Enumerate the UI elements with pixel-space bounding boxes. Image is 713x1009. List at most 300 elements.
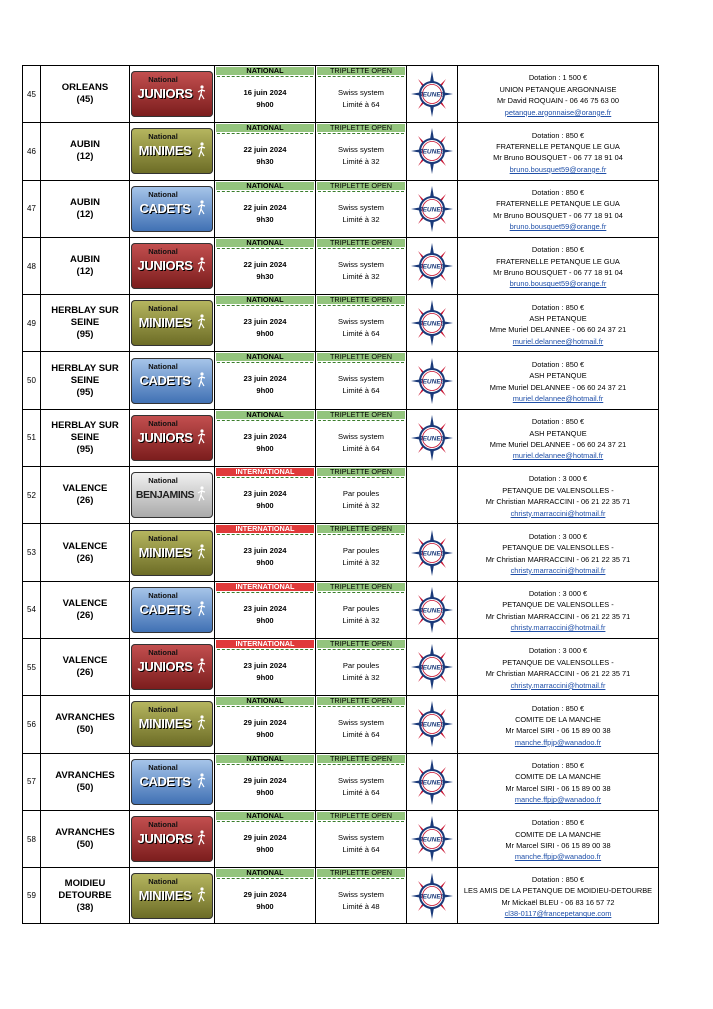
category-badge — [131, 358, 213, 404]
format-header: TRIPLETTE OPEN — [317, 869, 405, 877]
level-header: INTERNATIONAL — [216, 583, 314, 591]
divider — [318, 821, 404, 822]
event-time: 9h00 — [256, 902, 274, 912]
logo-cell — [407, 524, 458, 580]
badge-level: National — [148, 418, 178, 428]
row-number: 56 — [22, 696, 41, 752]
email-link[interactable]: christy.marraccini@hotmail.fr — [510, 565, 606, 575]
badge-level: National — [148, 705, 178, 715]
category-badge — [131, 243, 213, 289]
divider — [318, 878, 404, 879]
event-time: 9h30 — [256, 214, 274, 224]
contact: Mr Christian MARRACCINI - 06 21 22 35 71 — [485, 611, 631, 621]
logo-cell — [407, 123, 458, 179]
info-cell — [458, 811, 659, 867]
format-header: TRIPLETTE OPEN — [317, 124, 405, 132]
date-cell — [215, 467, 316, 523]
contact: Mr Christian MARRACCINI - 06 21 22 35 71 — [485, 554, 631, 564]
club-name: FRATERNELLE PETANQUE LE GUA — [496, 256, 620, 266]
badge-level: National — [148, 762, 178, 772]
club-name: UNION PETANQUE ARGONNAISE — [499, 84, 617, 94]
badge-level: National — [148, 247, 178, 257]
table-row — [22, 294, 659, 351]
svg-text:JEUNES: JEUNES — [418, 664, 446, 672]
team-limit: Limité à 64 — [342, 844, 380, 854]
badge-level: National — [148, 820, 178, 829]
info-cell — [458, 66, 659, 122]
format-header: TRIPLETTE OPEN — [317, 755, 405, 763]
team-limit: Limité à 64 — [342, 730, 380, 740]
event-date: 29 juin 2024 — [243, 890, 287, 900]
category-cell — [130, 295, 215, 351]
category-cell — [130, 696, 215, 752]
badge-category: JUNIORS — [137, 659, 193, 675]
divider — [217, 133, 313, 134]
club-name: FRATERNELLE PETANQUE LE GUA — [496, 142, 620, 152]
level-header: NATIONAL — [216, 812, 314, 820]
city-cell — [41, 754, 130, 810]
jeunes-compass-logo-icon — [410, 242, 454, 290]
logo-cell — [407, 811, 458, 867]
event-date: 23 juin 2024 — [243, 603, 287, 613]
contact: Mr Bruno BOUSQUET - 06 77 18 91 04 — [493, 153, 623, 163]
category-cell — [130, 639, 215, 695]
jeunes-compass-logo-icon — [410, 414, 454, 462]
city-name: VALENCE — [62, 597, 108, 609]
divider — [318, 362, 404, 363]
divider — [217, 362, 313, 363]
logo-cell — [407, 467, 458, 523]
divider — [318, 764, 404, 765]
format-cell — [316, 66, 407, 122]
format-cell — [316, 410, 407, 466]
event-time: 9h00 — [256, 329, 274, 339]
contact: Mr Marcel SIRI - 06 15 89 00 38 — [505, 841, 611, 850]
jeunes-compass-logo-icon — [410, 185, 454, 233]
city-name: MOIDIEU — [64, 877, 106, 889]
table-row — [22, 695, 659, 752]
category-cell — [130, 811, 215, 867]
city-cell — [41, 410, 130, 466]
department: (26) — [76, 495, 94, 507]
date-cell — [215, 754, 316, 810]
category-cell — [130, 123, 215, 179]
divider — [217, 649, 313, 650]
contact: Mr Bruno BOUSQUET - 06 77 18 91 04 — [493, 210, 623, 220]
event-time: 9h30 — [256, 271, 274, 281]
format-header: TRIPLETTE OPEN — [317, 67, 405, 75]
level-header: NATIONAL — [216, 353, 314, 361]
department: (50) — [76, 839, 94, 850]
team-limit: Limité à 32 — [342, 672, 380, 682]
logo-cell — [407, 181, 458, 237]
event-time: 9h00 — [256, 100, 274, 109]
email-link[interactable]: muriel.delannee@hotmail.fr — [512, 451, 604, 461]
format-cell — [316, 123, 407, 179]
row-number: 45 — [22, 66, 41, 122]
game-system: Swiss system — [338, 890, 384, 900]
dotation: Dotation : 1 500 € — [528, 73, 588, 83]
club-name: PETANQUE DE VALENSOLLES - — [502, 657, 614, 667]
date-cell — [215, 352, 316, 408]
city-cell — [41, 181, 130, 237]
jeunes-compass-logo-icon — [410, 872, 454, 920]
player-icon — [197, 142, 207, 158]
level-header: NATIONAL — [216, 67, 314, 75]
category-cell — [130, 352, 215, 408]
jeunes-compass-logo-icon — [410, 127, 454, 175]
email-link[interactable]: manche.ffpjp@wanadoo.fr — [514, 795, 602, 805]
game-system: Swiss system — [338, 718, 384, 728]
event-date: 23 juin 2024 — [243, 546, 287, 556]
date-cell — [215, 524, 316, 580]
department: (12) — [76, 266, 94, 278]
level-header: NATIONAL — [216, 869, 314, 877]
jeunes-compass-logo-icon — [410, 529, 454, 577]
email-link[interactable]: christy.marraccini@hotmail.fr — [510, 623, 606, 633]
logo-cell — [407, 295, 458, 351]
jeunes-compass-logo-icon — [410, 815, 454, 863]
badge-level: National — [148, 304, 178, 314]
divider — [318, 649, 404, 650]
email-link[interactable]: christy.marraccini@hotmail.fr — [510, 680, 606, 690]
format-cell — [316, 295, 407, 351]
event-date: 23 juin 2024 — [243, 374, 287, 384]
svg-text:JEUNES: JEUNES — [418, 148, 446, 156]
format-header: TRIPLETTE OPEN — [317, 640, 405, 648]
category-cell — [130, 467, 215, 523]
table-row — [22, 581, 659, 638]
logo-cell — [407, 238, 458, 294]
city-cell — [41, 696, 130, 752]
category-badge — [131, 472, 213, 518]
city-name-line2: SEINE — [70, 374, 100, 386]
dotation: Dotation : 3 000 € — [528, 531, 588, 541]
category-badge — [131, 300, 213, 346]
jeunes-compass-logo-icon — [410, 299, 454, 347]
dotation: Dotation : 850 € — [531, 760, 585, 770]
category-badge — [131, 71, 213, 117]
level-header: NATIONAL — [216, 411, 314, 419]
row-number: 49 — [22, 295, 41, 351]
divider — [217, 764, 313, 765]
row-number: 50 — [22, 352, 41, 408]
category-badge — [131, 759, 213, 805]
logo-cell — [407, 66, 458, 122]
badge-category: MINIMES — [138, 143, 192, 159]
badge-category: CADETS — [139, 372, 191, 388]
divider — [318, 76, 404, 77]
team-limit: Limité à 32 — [342, 558, 380, 568]
date-cell — [215, 66, 316, 122]
badge-level: National — [148, 533, 178, 543]
table-row — [22, 638, 659, 695]
game-system: Swiss system — [338, 202, 384, 212]
club-name: ASH PETANQUE — [529, 428, 587, 438]
email-link[interactable]: petanque.argonnaise@orange.fr — [504, 107, 612, 117]
city-name: ORLEANS — [61, 82, 109, 94]
city-name: AVRANCHES — [55, 827, 115, 838]
divider — [217, 248, 313, 249]
city-name: VALENCE — [62, 540, 108, 552]
badge-level: National — [148, 189, 178, 199]
category-badge — [131, 644, 213, 690]
club-name: ASH PETANQUE — [529, 313, 587, 323]
table-row — [22, 351, 659, 408]
email-link[interactable]: christy.marraccini@hotmail.fr — [510, 508, 606, 518]
department: (26) — [76, 552, 94, 564]
department: (95) — [76, 443, 94, 455]
format-header: TRIPLETTE OPEN — [317, 468, 405, 476]
contact: Mr Christian MARRACCINI - 06 21 22 35 71 — [485, 669, 631, 679]
team-limit: Limité à 32 — [342, 501, 380, 511]
logo-cell — [407, 410, 458, 466]
email-link[interactable]: bruno.bousquet59@orange.fr — [509, 164, 607, 174]
badge-category: JUNIORS — [137, 258, 193, 274]
city-cell — [41, 352, 130, 408]
event-time: 9h00 — [256, 787, 274, 797]
table-row — [22, 867, 659, 924]
badge-level: National — [148, 75, 178, 85]
jeunes-compass-logo-icon — [410, 758, 454, 806]
game-system: Par poules — [342, 660, 380, 670]
divider — [318, 592, 404, 593]
player-icon — [197, 544, 207, 560]
event-time: 9h00 — [256, 501, 274, 511]
info-cell — [458, 639, 659, 695]
city-name: HERBLAY SUR — [51, 305, 119, 317]
table-row — [22, 466, 659, 523]
divider — [318, 477, 404, 478]
city-name-line2: DETOURBE — [58, 889, 112, 901]
info-cell — [458, 352, 659, 408]
row-number: 46 — [22, 123, 41, 179]
email-link[interactable]: cl38-0117@francepetanque.com — [504, 909, 612, 919]
svg-text:JEUNES: JEUNES — [418, 263, 446, 271]
badge-category: JUNIORS — [137, 429, 193, 445]
event-time: 9h00 — [256, 730, 274, 740]
department: (38) — [76, 901, 94, 913]
city-cell — [41, 582, 130, 638]
table-row — [22, 180, 659, 237]
player-icon — [197, 715, 207, 731]
player-icon — [197, 372, 207, 388]
row-number: 54 — [22, 582, 41, 638]
email-link[interactable]: bruno.bousquet59@orange.fr — [509, 222, 607, 232]
category-badge — [131, 587, 213, 633]
divider — [217, 191, 313, 192]
category-badge — [131, 186, 213, 232]
city-name-line2: SEINE — [70, 317, 100, 329]
department: (95) — [76, 329, 94, 341]
city-cell — [41, 467, 130, 523]
level-header: NATIONAL — [216, 296, 314, 304]
event-date: 16 juin 2024 — [243, 88, 287, 97]
table-row — [22, 523, 659, 580]
city-cell — [41, 639, 130, 695]
department: (50) — [76, 781, 94, 793]
contact: Mr Christian MARRACCINI - 06 21 22 35 71 — [485, 497, 631, 507]
dotation: Dotation : 850 € — [531, 703, 585, 713]
player-icon — [197, 257, 207, 273]
dotation: Dotation : 3 000 € — [528, 474, 588, 484]
event-time: 9h30 — [256, 157, 274, 167]
date-cell — [215, 123, 316, 179]
logo-cell — [407, 868, 458, 923]
format-header: TRIPLETTE OPEN — [317, 239, 405, 247]
info-cell — [458, 754, 659, 810]
date-cell — [215, 238, 316, 294]
date-cell — [215, 410, 316, 466]
event-date: 23 juin 2024 — [243, 660, 287, 670]
contact: Mr David ROQUAIN - 06 46 75 63 00 — [497, 96, 619, 106]
city-cell — [41, 295, 130, 351]
event-time: 9h00 — [256, 558, 274, 568]
event-time: 9h00 — [256, 615, 274, 625]
divider — [318, 305, 404, 306]
dotation: Dotation : 850 € — [531, 818, 585, 828]
svg-text:JEUNES: JEUNES — [418, 779, 446, 787]
event-time: 9h00 — [256, 844, 274, 854]
category-cell — [130, 410, 215, 466]
format-cell — [316, 181, 407, 237]
category-cell — [130, 582, 215, 638]
club-name: LES AMIS DE LA PETANQUE DE MOIDIEU-DETOURBE — [463, 886, 653, 896]
team-limit: Limité à 32 — [342, 615, 380, 625]
team-limit: Limité à 64 — [342, 787, 380, 797]
format-header: TRIPLETTE OPEN — [317, 353, 405, 361]
club-name: PETANQUE DE VALENSOLLES - — [502, 600, 614, 610]
department: (26) — [76, 609, 94, 621]
divider — [217, 706, 313, 707]
divider — [217, 878, 313, 879]
event-time: 9h00 — [256, 386, 274, 396]
level-header: NATIONAL — [216, 697, 314, 705]
game-system: Par poules — [342, 489, 380, 499]
format-header: TRIPLETTE OPEN — [317, 182, 405, 190]
city-name: HERBLAY SUR — [51, 362, 119, 374]
city-name: VALENCE — [62, 655, 108, 667]
player-icon — [197, 200, 207, 216]
divider — [217, 592, 313, 593]
badge-category: MINIMES — [138, 544, 192, 560]
club-name: COMITE DE LA MANCHE — [515, 829, 601, 839]
dotation: Dotation : 850 € — [531, 359, 585, 369]
team-limit: Limité à 48 — [342, 902, 380, 912]
club-name: COMITE DE LA MANCHE — [515, 772, 601, 782]
level-header: NATIONAL — [216, 239, 314, 247]
format-cell — [316, 582, 407, 638]
event-time: 9h00 — [256, 443, 274, 453]
club-name: COMITE DE LA MANCHE — [515, 715, 601, 724]
format-cell — [316, 639, 407, 695]
category-badge — [131, 415, 213, 461]
club-name: ASH PETANQUE — [529, 371, 587, 381]
badge-level: National — [148, 876, 178, 886]
dotation: Dotation : 850 € — [531, 187, 585, 197]
divider — [318, 191, 404, 192]
format-cell — [316, 754, 407, 810]
svg-text:JEUNES: JEUNES — [418, 550, 446, 558]
level-header: NATIONAL — [216, 182, 314, 190]
badge-level: National — [148, 361, 178, 371]
svg-text:JEUNES: JEUNES — [418, 607, 446, 615]
category-cell — [130, 524, 215, 580]
row-number: 59 — [22, 868, 41, 923]
jeunes-compass-logo-icon — [410, 586, 454, 634]
email-link[interactable]: muriel.delannee@hotmail.fr — [512, 394, 604, 404]
divider — [217, 534, 313, 535]
club-name: PETANQUE DE VALENSOLLES - — [502, 485, 614, 495]
game-system: Swiss system — [338, 88, 384, 97]
svg-text:JEUNES: JEUNES — [418, 893, 446, 901]
date-cell — [215, 868, 316, 923]
email-link[interactable]: bruno.bousquet59@orange.fr — [509, 279, 607, 289]
format-header: TRIPLETTE OPEN — [317, 583, 405, 591]
dotation: Dotation : 3 000 € — [528, 589, 588, 598]
email-link[interactable]: manche.ffpjp@wanadoo.fr — [514, 737, 602, 747]
info-cell — [458, 524, 659, 580]
table-row — [22, 810, 659, 867]
table-row — [22, 409, 659, 466]
badge-level: National — [148, 590, 178, 600]
tournament-table — [22, 65, 659, 924]
table-row — [22, 122, 659, 179]
format-cell — [316, 868, 407, 923]
city-name-line2: SEINE — [70, 431, 100, 443]
dotation: Dotation : 850 € — [531, 417, 585, 427]
team-limit: Limité à 32 — [342, 157, 380, 167]
event-date: 23 juin 2024 — [243, 431, 287, 441]
game-system: Swiss system — [338, 431, 384, 441]
department: (12) — [76, 208, 94, 220]
row-number: 48 — [22, 238, 41, 294]
city-name: AVRANCHES — [55, 712, 115, 724]
city-name: VALENCE — [62, 483, 108, 495]
format-header: TRIPLETTE OPEN — [317, 296, 405, 304]
table-row — [22, 65, 659, 122]
contact: Mr Marcel SIRI - 06 15 89 00 38 — [505, 726, 611, 736]
city-name: AVRANCHES — [55, 769, 115, 781]
format-header: TRIPLETTE OPEN — [317, 411, 405, 419]
club-name: PETANQUE DE VALENSOLLES - — [502, 543, 614, 553]
email-link[interactable]: muriel.delannee@hotmail.fr — [512, 336, 604, 346]
info-cell — [458, 123, 659, 179]
badge-category: JUNIORS — [137, 831, 193, 846]
jeunes-compass-logo-icon — [410, 357, 454, 405]
badge-category: BENJAMINS — [135, 489, 195, 502]
game-system: Swiss system — [338, 259, 384, 269]
game-system: Swiss system — [338, 317, 384, 327]
dotation: Dotation : 850 € — [531, 874, 585, 884]
info-cell — [458, 467, 659, 523]
event-date: 22 juin 2024 — [243, 259, 287, 269]
email-link[interactable]: manche.ffpjp@wanadoo.fr — [514, 852, 602, 862]
event-date: 22 juin 2024 — [243, 145, 287, 155]
info-cell — [458, 868, 659, 923]
player-icon — [197, 887, 207, 903]
divider — [318, 534, 404, 535]
date-cell — [215, 811, 316, 867]
badge-category: MINIMES — [138, 887, 192, 903]
event-date: 29 juin 2024 — [243, 832, 287, 842]
divider — [217, 821, 313, 822]
divider — [217, 420, 313, 421]
level-header: INTERNATIONAL — [216, 525, 314, 533]
city-cell — [41, 524, 130, 580]
event-time: 9h00 — [256, 672, 274, 682]
svg-text:JEUNES: JEUNES — [418, 836, 446, 844]
